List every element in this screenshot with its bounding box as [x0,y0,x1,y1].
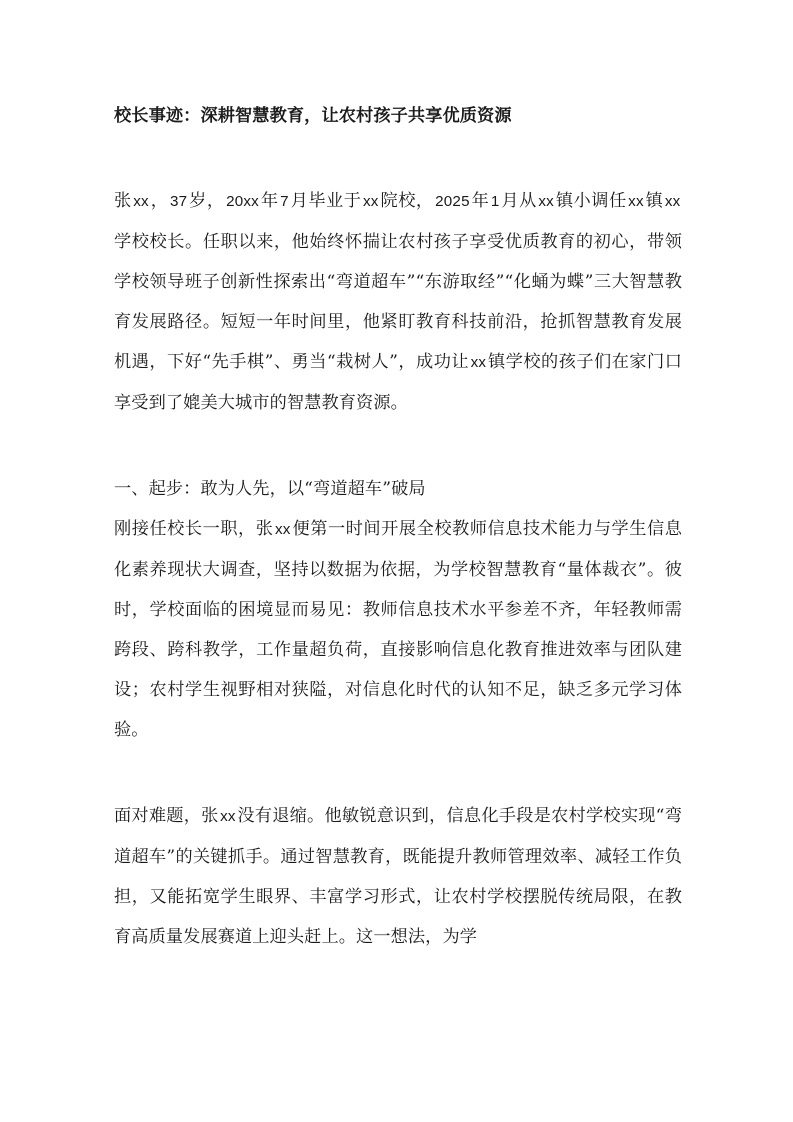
latin-run: xx [664,193,681,210]
document-content [114,96,682,957]
latin-run: 7 [280,193,289,210]
latin-run: 2025 [435,193,470,210]
latin-run: xx [538,193,554,210]
title-spacer [114,136,682,181]
paragraph-intro: 张xx，37岁，20xx年7月毕业于xx院校，2025年1月从xx镇小调任xx镇xx学校校长。任职以来，他始终怀揣让农村孩子享受优质教育的初心，带领学校领导班子创新性探索出“弯道超车”“东游取经”“化蛹为蝶”三大智慧教育发展路径。短短一年时间里，他紧盯教育科技前沿，抢抓智慧教育发展机遇，下好“先手棋”、勇当“栽树人”，成功让xx镇学校的孩子们在家门口享受到了媲美大城市的智慧教育资源。 [114,191,682,413]
latin-run: 1 [490,193,500,210]
latin-run: xx [470,354,487,371]
document-title: 校长事迹：深耕智慧教育，让农村孩子共享优质资源 [114,106,512,126]
latin-run: xx [133,193,149,210]
latin-run: xx [362,193,379,210]
paragraph-spacer-1 [114,423,682,469]
latin-run: xx [220,808,236,825]
section-heading-1: 一、起步：敢为人先，以“弯道超车”破局 [114,479,426,499]
latin-run: xx [628,193,644,210]
latin-run: 37 [169,193,188,210]
paragraph-section-1-2: 面对难题，张xx没有退缩。他敏锐意识到，信息化手段是农村学校实现“弯道超车”的关键抓手。通过智慧教育，既能提升教师管理效率、减轻工作负担，又能拓宽学生眼界、丰富学习形式，让农村学校摆脱传统局限，在教育高质量发展赛道上迎头赶上。这一想法，为学 [114,806,682,947]
paragraph-section-1-1: 刚接任校长一职，张xx便第一时间开展全校教师信息技术能力与学生信息化素养现状大调查，坚持以数据为依据，为学校智慧教育“量体裁衣”。彼时，学校面临的困境显而易见：教师信息技术水平参差不齐，年轻教师需跨段、跨科教学，工作量超负荷，直接影响信息化教育推进效率与团队建设；农村学生视野相对狭隘，对信息化时代的认知不足，缺乏多元学习体验。 [114,519,683,740]
paragraph-spacer-2 [114,750,682,796]
latin-run: 20xx [226,193,259,210]
latin-run: xx [275,521,291,538]
